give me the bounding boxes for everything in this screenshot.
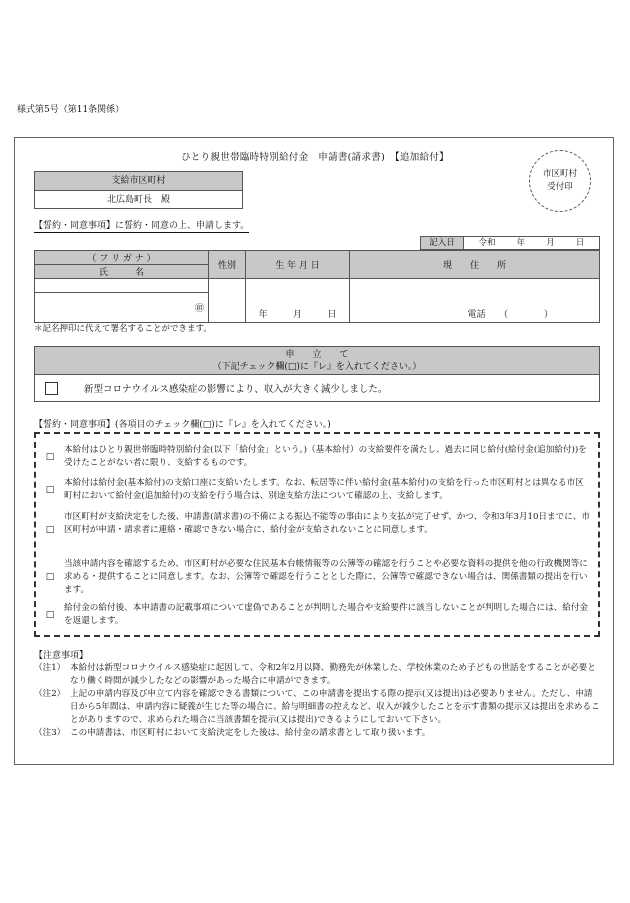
entry-date-era: 令和 [478,238,496,248]
phone-label: 電話 （ ） [467,310,553,320]
furigana-header: （ フ リ ガ ナ ） [35,251,209,265]
entry-date-month[interactable]: 月 [546,238,555,248]
declaration-instruction: （下記チェック欄(□)に『レ』を入れてください。） [212,362,422,372]
sign-note: ＊記名押印に代えて署名することができます。 [34,324,212,334]
oath-item [36,477,598,503]
note-text: 上記の申請内容及び申立て内容を確認できる書類について、この申請書を提出する際の提示(又は提出)は必要ありません。ただし、申請日から5年間は、申請内容に疑義が生じた等の場合に、給与明細書の控えなど、収入が減少したことを示す書類の提示又は提出を求めることがありますので、求められた場合に当該書類を提示(又は提出)できるようにしておいて下さい。 [70,689,600,725]
oath-items-box [34,432,600,637]
note-text: 本給付は新型コロナウイルス感染症に起因して、令和2年2月以降、勤務先が休業した、学校休業のため子どもの世話をすることが必要となり働く時間が減少したなどの影響があった場合に申請ができます。 [70,663,596,686]
birthdate-header: 生 年 月 日 [246,251,350,279]
stamp-line-1: 市区町村 [542,169,577,179]
oath-checkbox[interactable]: □ [45,610,55,620]
oath-checkbox[interactable]: □ [45,452,55,462]
oath-item-text: 本給付は給付金(基本給付)の支給口座に支給いたします。なお、転居等に伴い給付金(基本給付)の支給を行った市区町村とは異なる市区町村において給付金(追加給付)の支給を行う場合は、別途支給方法について確認の上、支給します。 [64,478,584,501]
name-field[interactable] [35,293,209,323]
stamp-line-2: 受付印 [547,182,573,192]
note-text: この申請書は、市区町村において支給決定をした後は、給付金の請求書として取り扱います。 [70,728,431,738]
oath-checkbox[interactable]: □ [45,525,55,535]
address-field[interactable] [350,279,600,323]
oath-intro: 【誓約・同意事項】に誓約・同意の上、申請します。 [34,218,249,233]
note-item [34,727,600,740]
address-header: 現 住 所 [350,251,600,279]
oath-item [36,602,598,628]
recipient-header: 支給市区町村 [35,172,242,191]
form-number: 様式第5号（第11条関係） [17,105,125,115]
oath-item [36,511,598,537]
oath-item [36,444,598,470]
oath-item-text: 市区町村が支給決定をした後、申請書(請求書)の不備による振込不能等の事由により支払が完了せず、かつ、令和3年3月10日までに、市区町村が申請・請求者に連絡・確認できない場合に、給付金が支給されないことに同意します。 [64,512,590,535]
recipient-box [34,171,243,209]
note-number: （注1） [34,663,66,673]
entry-date [420,236,600,250]
birth-month: 月 [292,310,302,320]
recipient-value: 北広島町長 殿 [106,195,170,205]
oath-checkbox[interactable]: □ [45,485,55,495]
name-header: 氏 名 [35,265,209,279]
declaration-item: 新型コロナウイルス感染症の影響により、収入が大きく減少しました。 [84,384,388,395]
note-item [34,688,600,727]
entry-date-day[interactable]: 日 [575,238,585,248]
birth-day: 日 [327,310,337,320]
oath-item-text: 給付金の給付後、本申請書の記載事項について虚偽であることが判明した場合や支給要件に該当しないことが判明した場合には、給付金を返還します。 [64,603,589,626]
oath-item-text: 当該申請内容を確認するため、市区町村が必要な住民基本台帳情報等の公簿等の確認を行うことや必要な資料の提供を他の行政機関等に求める・提供することに同意します。なお、公簿等で確認を行うこととした際に、公簿等で確認できない場合は、関係書類の提出を行います。 [64,559,588,595]
furigana-field[interactable] [35,279,209,293]
gender-header: 性別 [209,251,246,279]
declaration-header [35,347,599,375]
note-item [34,662,600,688]
notes-list [34,662,600,740]
applicant-table [34,250,600,323]
note-number: （注2） [34,689,66,699]
declaration-box [34,346,600,402]
declaration-checkbox[interactable] [45,382,58,395]
birth-year: 年 [258,310,268,320]
birthdate-field[interactable] [246,279,350,323]
oath-heading: 【誓約・同意事項】(各項目のチェック欄(□)に『レ』を入れてください。) [34,420,331,430]
oath-item-text: 本給付はひとり親世帯臨時特別給付金(以下「給付金」という。)（基本給付）の支給要件を満たし、過去に同じ給付(給付金(追加給付))を受けたことがない者に限り、支給するものです。 [64,445,587,468]
reception-stamp-circle [529,150,591,212]
oath-item [36,558,598,597]
entry-date-year[interactable]: 年 [516,238,526,248]
declaration-title: 申 立 て [285,350,349,360]
entry-date-label: 記入日 [421,237,464,249]
oath-checkbox[interactable]: □ [45,572,55,582]
note-number: （注3） [34,728,66,738]
gender-field[interactable] [209,279,246,323]
notes-title: 【注意事項】 [34,651,89,661]
seal-mark: ㊞ [194,304,204,314]
form-title: ひとり親世帯臨時特別給付金 申請書(請求書) 【追加給付】 [181,152,449,163]
